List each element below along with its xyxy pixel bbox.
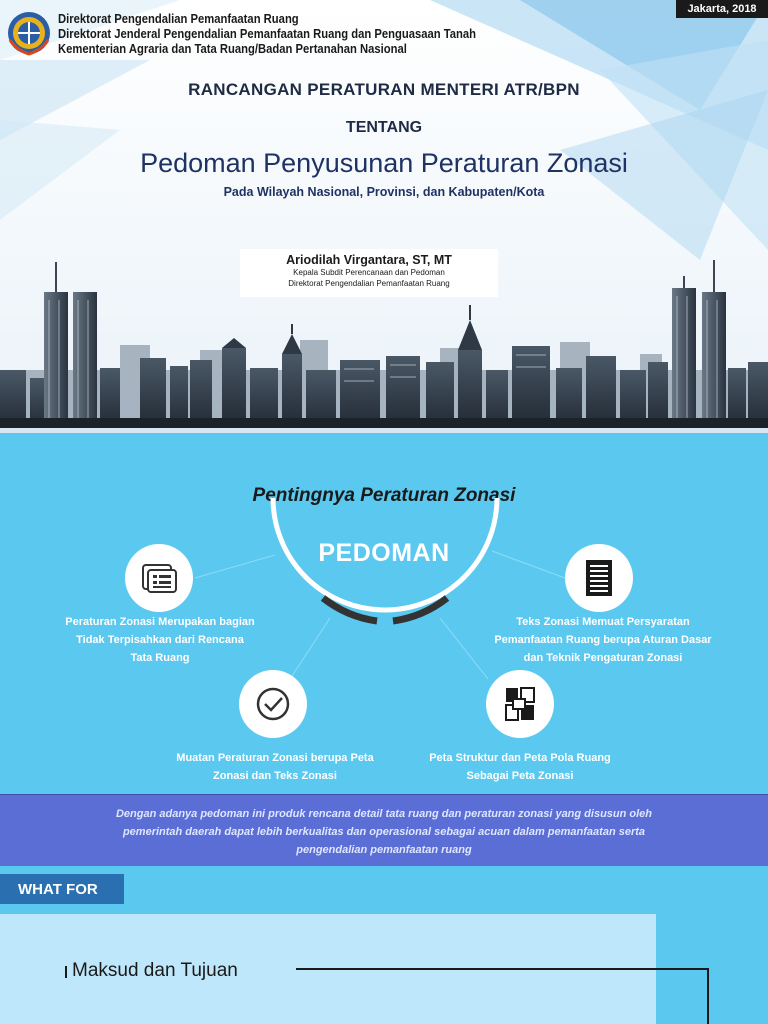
point-circle-4 — [486, 670, 554, 738]
point-1-line-2: Tidak Terpisahkan dari Rencana — [76, 634, 244, 646]
author-name: Ariodilah Virgantara, ST, MT — [286, 253, 452, 267]
point-2-line-2: Pemanfaatan Ruang berupa Aturan Dasar — [494, 634, 712, 646]
importance-title: Pentingnya Peraturan Zonasi — [252, 485, 516, 506]
header-line-3: Kementerian Agraria dan Tata Ruang/Badan Pertanahan Nasional — [58, 42, 407, 56]
map-blocks-icon — [503, 685, 537, 723]
point-circle-1 — [125, 544, 193, 612]
cover-slide — [0, 0, 768, 433]
maksud-heading: Maksud dan Tujuan — [72, 960, 238, 981]
date-badge: Jakarta, 2018 — [676, 0, 768, 18]
cover-subtitle: Pada Wilayah Nasional, Provinsi, dan Kabupaten/Kota — [223, 185, 545, 199]
header-institution — [58, 12, 618, 57]
point-4-line-2: Sebagai Peta Zonasi — [466, 770, 574, 782]
point-circle-3 — [239, 670, 307, 738]
point-1-line-1: Peraturan Zonasi Merupakan bagian — [65, 616, 255, 628]
point-1-line-3: Tata Ruang — [130, 652, 190, 664]
point-caption-4 — [400, 749, 640, 785]
point-caption-1 — [40, 613, 280, 667]
conclusion-line-3: pengendalian pemanfaatan ruang — [296, 844, 472, 856]
point-caption-3 — [140, 749, 410, 785]
author-box — [240, 249, 498, 297]
heading-bracket — [0, 866, 768, 1024]
pedoman-label: PEDOMAN — [318, 539, 450, 567]
importance-slide — [0, 433, 768, 866]
document-lines-icon — [582, 558, 616, 598]
header-line-1: Direktorat Pengendalian Pemanfaatan Ruang — [58, 12, 299, 26]
list-form-icon — [139, 561, 179, 595]
conclusion-box — [0, 794, 768, 866]
point-caption-2 — [468, 613, 738, 667]
conclusion-line-1: Dengan adanya pedoman ini produk rencana detail tata ruang dan peraturan zonasi yang disusun oleh — [115, 808, 653, 820]
checkmark-circle-icon — [254, 685, 292, 723]
ministry-logo — [6, 10, 52, 56]
point-2-line-3: dan Teknik Pengaturan Zonasi — [523, 652, 683, 664]
whatfor-label: WHAT FOR — [0, 874, 124, 904]
point-circle-2 — [565, 544, 633, 612]
header-line-2: Direktorat Jenderal Pengendalian Pemanfaatan Ruang dan Penguasaan Tanah — [58, 27, 477, 41]
cover-title-main: Pedoman Penyusunan Peraturan Zonasi — [140, 148, 628, 178]
conclusion-line-2: pemerintah daerah dapat lebih berkualitas dan operasional sebagai acuan dalam pemanfaatan serta — [122, 826, 646, 838]
point-2-line-1: Teks Zonasi Memuat Persyaratan — [516, 616, 690, 628]
point-3-line-1: Muatan Peraturan Zonasi berupa Peta — [176, 752, 374, 764]
cover-title-line2: TENTANG — [345, 119, 423, 136]
point-4-line-1: Peta Struktur dan Peta Pola Ruang — [429, 752, 611, 764]
point-3-line-2: Zonasi dan Teks Zonasi — [213, 770, 337, 782]
cover-title-line1: RANCANGAN PERATURAN MENTERI ATR/BPN — [188, 80, 580, 99]
author-role-line1: Kepala Subdit Perencanaan dan Pedoman — [293, 268, 445, 277]
whatfor-slide — [0, 866, 768, 1024]
author-role-line2: Direktorat Pengendalian Pemanfaatan Ruang — [288, 279, 450, 288]
